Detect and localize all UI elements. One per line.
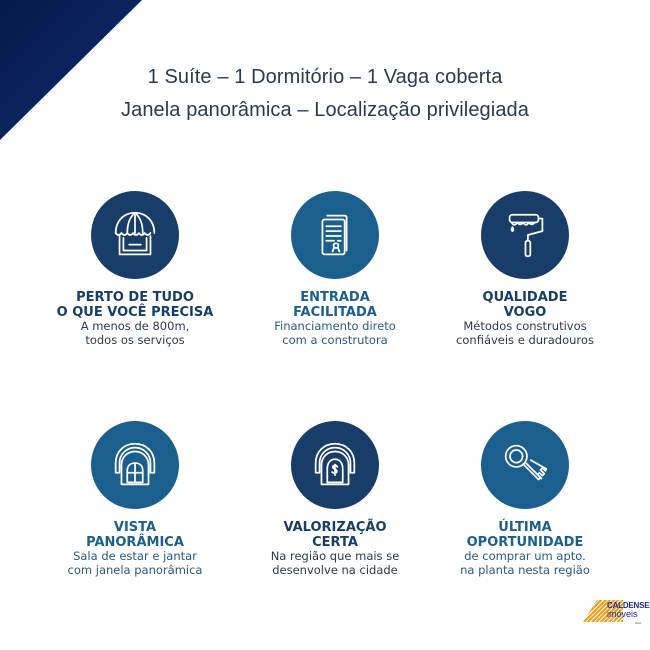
feature-title: ÚLTIMA OPORTUNIDADE: [466, 520, 584, 550]
headline-highlights: Janela panorâmica – Localização privilegiada: [121, 99, 529, 121]
arched-window-icon: [106, 436, 164, 494]
feature-description: de comprar um apto. na planta nesta região: [460, 549, 590, 577]
logo-brand: CALDENSE: [607, 601, 650, 610]
feature-description: Na região que mais se desenvolve na cidade: [270, 549, 400, 577]
feature-description: A menos de 800m, todos os serviços: [80, 319, 190, 347]
headline-features: 1 Suíte – 1 Dormitório – 1 Vaga coberta: [147, 66, 503, 88]
feature-description: Sala de estar e jantar com janela panorâmica: [67, 549, 203, 577]
logo-creci: creci: [635, 621, 642, 625]
caldense-imoveis-logo: [583, 600, 650, 626]
feature-circle: [481, 421, 569, 509]
feature-circle: [291, 421, 379, 509]
logo-subtitle: imóveis: [607, 609, 638, 619]
feature-title: VISTA PANORÂMICA: [86, 520, 184, 550]
feature-title: PERTO DE TUDO O QUE VOCÊ PRECISA: [56, 290, 214, 320]
feature-ultima-oportunidade: [430, 421, 620, 577]
feature-title: ENTRADA FACILITADA: [293, 290, 377, 320]
feature-description: Métodos construtivos confiáveis e duradouros: [456, 319, 594, 347]
vault-dollar-icon: [306, 436, 364, 494]
feature-perto-de-tudo: [40, 191, 230, 347]
feature-title: VALORIZAÇÃO CERTA: [283, 520, 387, 550]
feature-circle: [91, 421, 179, 509]
feature-circle: [291, 191, 379, 279]
paint-roller-icon: [496, 206, 554, 264]
feature-title: QUALIDADE VOGO: [482, 290, 568, 320]
feature-description: Financiamento direto com a construtora: [274, 319, 396, 347]
market-stall-icon: [106, 206, 164, 264]
feature-circle: [481, 191, 569, 279]
feature-vista-panoramica: [40, 421, 230, 577]
feature-valorizacao-certa: [240, 421, 430, 577]
document-certificate-icon: [306, 206, 364, 264]
key-icon: [496, 436, 554, 494]
feature-entrada-facilitada: [240, 191, 430, 347]
feature-qualidade-vogo: [430, 191, 620, 347]
feature-circle: [91, 191, 179, 279]
